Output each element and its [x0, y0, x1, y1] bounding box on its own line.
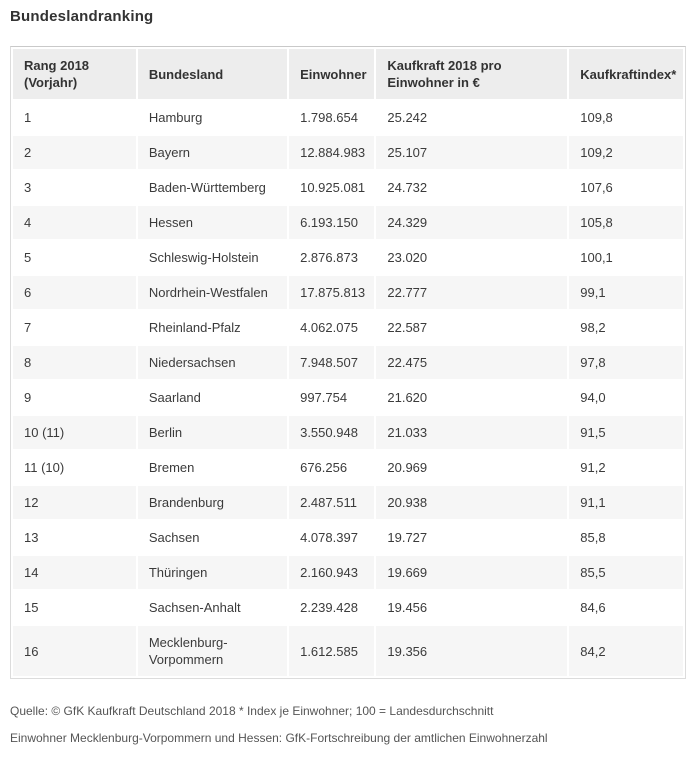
cell-kaufkraft: 19.356: [376, 626, 567, 676]
column-header-kaufkraft: Kaufkraft 2018 pro Einwohner in €: [376, 49, 567, 99]
cell-kaufkraft: 19.669: [376, 556, 567, 589]
cell-bundesland: Schleswig-Holstein: [138, 241, 287, 274]
cell-kaufkraft: 24.329: [376, 206, 567, 239]
cell-kaufkraftindex: 98,2: [569, 311, 683, 344]
cell-einwohner: 2.487.511: [289, 486, 374, 519]
cell-kaufkraftindex: 109,8: [569, 101, 683, 134]
cell-rang: 9: [13, 381, 136, 414]
cell-kaufkraftindex: 107,6: [569, 171, 683, 204]
cell-einwohner: 997.754: [289, 381, 374, 414]
cell-kaufkraftindex: 94,0: [569, 381, 683, 414]
cell-bundesland: Baden-Württemberg: [138, 171, 287, 204]
cell-einwohner: 676.256: [289, 451, 374, 484]
table-row: [13, 591, 683, 624]
cell-kaufkraftindex: 84,6: [569, 591, 683, 624]
cell-kaufkraft: 20.969: [376, 451, 567, 484]
cell-kaufkraftindex: 91,2: [569, 451, 683, 484]
cell-kaufkraftindex: 97,8: [569, 346, 683, 379]
table-row: [13, 346, 683, 379]
table-row: [13, 241, 683, 274]
cell-rang: 13: [13, 521, 136, 554]
cell-bundesland: Bayern: [138, 136, 287, 169]
cell-kaufkraftindex: 99,1: [569, 276, 683, 309]
cell-kaufkraftindex: 85,5: [569, 556, 683, 589]
table-row: [13, 206, 683, 239]
cell-kaufkraftindex: 91,5: [569, 416, 683, 449]
table-row: [13, 311, 683, 344]
source-line: Quelle: © GfK Kaufkraft Deutschland 2018 * Index je Einwohner; 100 = Landesdurchschnitt: [10, 704, 494, 718]
column-header-rang: Rang 2018 (Vorjahr): [13, 49, 136, 99]
cell-bundesland: Sachsen: [138, 521, 287, 554]
cell-bundesland: Niedersachsen: [138, 346, 287, 379]
table-header: [13, 49, 683, 99]
cell-kaufkraft: 21.620: [376, 381, 567, 414]
column-header-einwohner: Einwohner: [289, 49, 374, 99]
cell-rang: 16: [13, 626, 136, 676]
cell-kaufkraftindex: 91,1: [569, 486, 683, 519]
cell-einwohner: 6.193.150: [289, 206, 374, 239]
cell-einwohner: 12.884.983: [289, 136, 374, 169]
cell-bundesland: Mecklenburg-Vorpommern: [138, 626, 287, 676]
cell-kaufkraft: 21.033: [376, 416, 567, 449]
column-header-kaufkraftindex: Kaufkraftindex*: [569, 49, 683, 99]
cell-kaufkraft: 22.777: [376, 276, 567, 309]
cell-rang: 11 (10): [13, 451, 136, 484]
table-row: [13, 381, 683, 414]
table-row: [13, 136, 683, 169]
cell-kaufkraft: 23.020: [376, 241, 567, 274]
cell-einwohner: 2.160.943: [289, 556, 374, 589]
cell-rang: 15: [13, 591, 136, 624]
cell-kaufkraft: 25.107: [376, 136, 567, 169]
source-footer: [10, 704, 686, 745]
cell-rang: 3: [13, 171, 136, 204]
header-row: [13, 49, 683, 99]
cell-bundesland: Rheinland-Pfalz: [138, 311, 287, 344]
cell-einwohner: 7.948.507: [289, 346, 374, 379]
cell-bundesland: Saarland: [138, 381, 287, 414]
cell-rang: 12: [13, 486, 136, 519]
column-header-bundesland: Bundesland: [138, 49, 287, 99]
cell-bundesland: Brandenburg: [138, 486, 287, 519]
bundesland-ranking-table: [10, 46, 686, 679]
cell-einwohner: 4.078.397: [289, 521, 374, 554]
source-line: Einwohner Mecklenburg-Vorpommern und Hessen: GfK-Fortschreibung der amtlichen Einwohnerzahl: [10, 731, 548, 745]
cell-rang: 2: [13, 136, 136, 169]
table-row: [13, 101, 683, 134]
cell-rang: 1: [13, 101, 136, 134]
cell-rang: 10 (11): [13, 416, 136, 449]
table-row: [13, 556, 683, 589]
table-row: [13, 451, 683, 484]
cell-rang: 8: [13, 346, 136, 379]
table-row: [13, 171, 683, 204]
cell-bundesland: Berlin: [138, 416, 287, 449]
cell-kaufkraft: 20.938: [376, 486, 567, 519]
cell-einwohner: 1.798.654: [289, 101, 374, 134]
cell-bundesland: Hessen: [138, 206, 287, 239]
cell-einwohner: 1.612.585: [289, 626, 374, 676]
cell-rang: 5: [13, 241, 136, 274]
table-row: [13, 486, 683, 519]
table-row: [13, 276, 683, 309]
table-row: [13, 416, 683, 449]
page-title: Bundeslandranking: [10, 8, 154, 25]
cell-kaufkraft: 19.456: [376, 591, 567, 624]
cell-kaufkraftindex: 105,8: [569, 206, 683, 239]
cell-einwohner: 2.876.873: [289, 241, 374, 274]
cell-bundesland: Sachsen-Anhalt: [138, 591, 287, 624]
cell-kaufkraft: 24.732: [376, 171, 567, 204]
cell-einwohner: 10.925.081: [289, 171, 374, 204]
table-row: [13, 626, 683, 676]
table-row: [13, 521, 683, 554]
cell-kaufkraft: 22.587: [376, 311, 567, 344]
cell-rang: 7: [13, 311, 136, 344]
cell-rang: 4: [13, 206, 136, 239]
cell-rang: 14: [13, 556, 136, 589]
cell-bundesland: Hamburg: [138, 101, 287, 134]
cell-einwohner: 2.239.428: [289, 591, 374, 624]
cell-kaufkraft: 19.727: [376, 521, 567, 554]
cell-einwohner: 4.062.075: [289, 311, 374, 344]
cell-einwohner: 17.875.813: [289, 276, 374, 309]
cell-kaufkraftindex: 84,2: [569, 626, 683, 676]
cell-bundesland: Bremen: [138, 451, 287, 484]
cell-kaufkraftindex: 109,2: [569, 136, 683, 169]
cell-kaufkraft: 25.242: [376, 101, 567, 134]
cell-kaufkraftindex: 100,1: [569, 241, 683, 274]
table-body: [13, 101, 683, 676]
cell-kaufkraft: 22.475: [376, 346, 567, 379]
cell-einwohner: 3.550.948: [289, 416, 374, 449]
cell-bundesland: Nordrhein-Westfalen: [138, 276, 287, 309]
cell-bundesland: Thüringen: [138, 556, 287, 589]
cell-kaufkraftindex: 85,8: [569, 521, 683, 554]
cell-rang: 6: [13, 276, 136, 309]
